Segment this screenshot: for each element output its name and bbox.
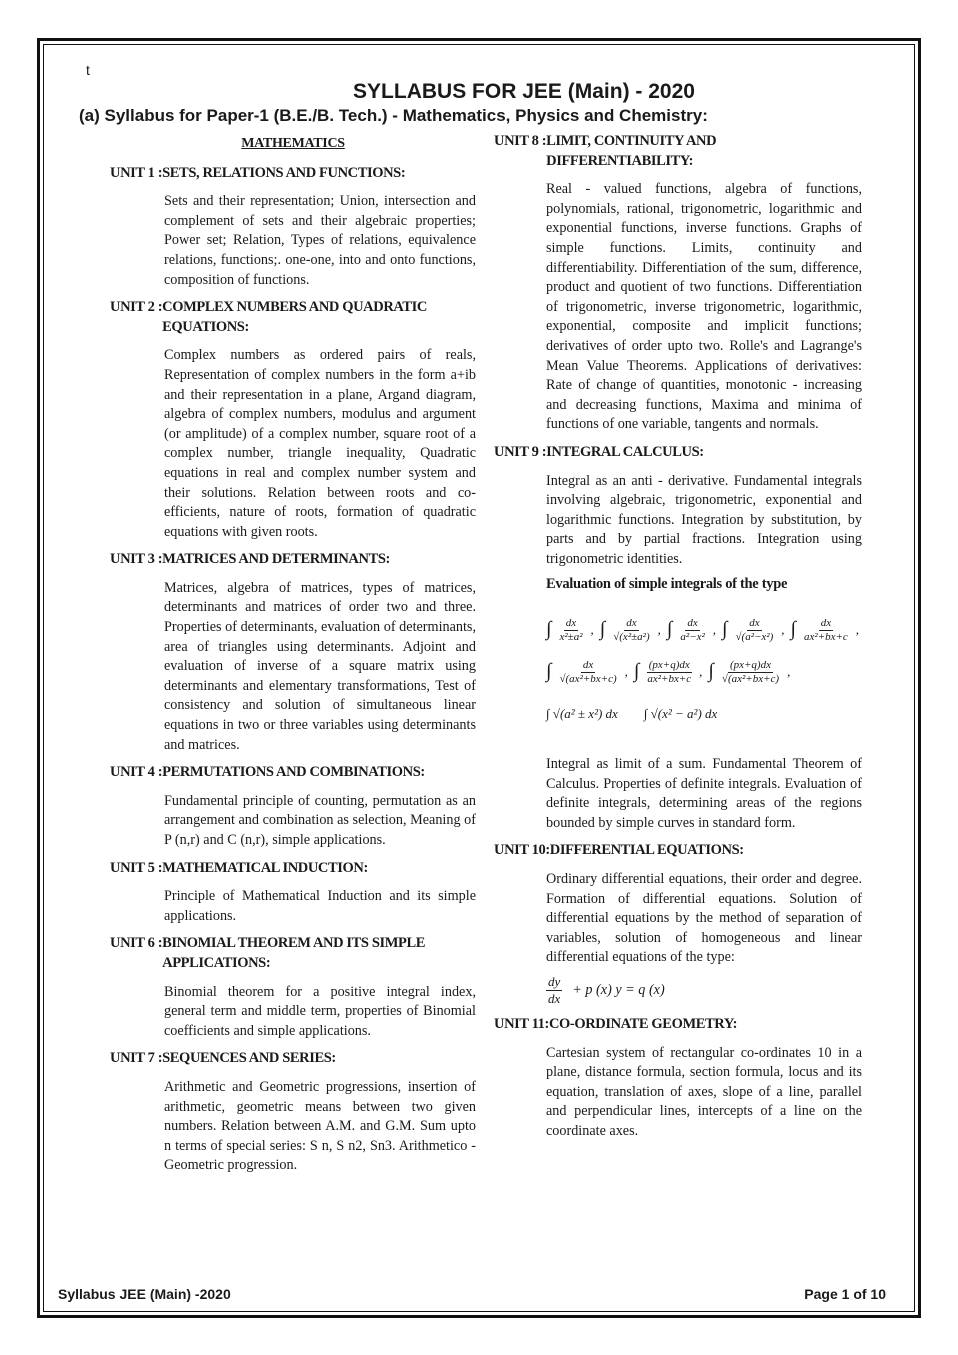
unit-body: Binomial theorem for a positive integral index, general term and middle term, properties of Binomial coefficients and simple applications. <box>164 983 476 1039</box>
fraction-denominator: x²±a² <box>559 630 583 643</box>
page-subtitle: (a) Syllabus for Paper-1 (B.E./B. Tech.) - Mathematics, Physics and Chemistry: <box>79 106 708 125</box>
unit-number: UNIT 4 : <box>110 764 163 781</box>
left-column <box>110 132 476 1184</box>
unit-number: UNIT 2 : <box>110 299 163 316</box>
integral-sign-icon: ∫ <box>599 618 606 641</box>
fraction-denominator: √(ax²+bx+c) <box>559 672 617 685</box>
separator-comma: , <box>781 622 785 638</box>
unit-4 <box>110 763 476 850</box>
separator-comma: , <box>624 664 628 680</box>
unit-title: SEQUENCES AND SERIES: <box>162 1050 336 1067</box>
eq-rest: + p (x) y = q (x) <box>572 981 665 998</box>
unit-number: UNIT 7 : <box>110 1050 163 1067</box>
integral-fraction <box>557 617 584 644</box>
unit-title: COMPLEX NUMBERS AND QUADRATIC EQUATIONS: <box>162 299 427 335</box>
fraction-numerator: dx <box>626 616 637 629</box>
fraction-denominator: ax²+bx+c <box>647 672 692 685</box>
unit-number: UNIT 6 : <box>110 935 163 952</box>
unit-6 <box>110 934 476 1041</box>
unit-body: Arithmetic and Geometric progressions, insertion of arithmetic, geometric means between two given numbers. Relation between A.M. and G.M. Sum upto n terms of special series: S n, S n2, Sn3. Arithmetico - Geometric progression. <box>164 1078 476 1174</box>
unit-9 <box>494 443 862 834</box>
fraction-denominator: √(a²−x²) <box>735 630 774 643</box>
fraction-numerator: (px+q)dx <box>648 658 690 671</box>
footer-title: Syllabus JEE (Main) -2020 <box>58 1286 231 1302</box>
unit-number: UNIT 5 : <box>110 859 163 876</box>
integral-fraction <box>734 617 776 644</box>
footer-page-number: Page 1 of 10 <box>804 1286 886 1302</box>
unit-body: Integral as an anti - derivative. Fundamental integrals involving algebraic, trigonometric, exponential and logarithmic functions. Integration by substitution, by parts and by partial fractions. Integration using trigonometric identities. <box>546 472 862 567</box>
unit-body: Cartesian system of rectangular co-ordinates 10 in a plane, distance formula, section formula, locus and its equation, translation of axes, slope of a line, parallel and perpendicular lines, intercepts of a line on the coordinate axes. <box>546 1044 862 1139</box>
formula-root-2: ∫ √(x² − a²) dx <box>643 706 718 722</box>
unit-2 <box>110 298 476 542</box>
fraction-numerator: dx <box>565 616 577 629</box>
integral-sign-icon: ∫ <box>708 660 714 683</box>
unit-body: Principle of Mathematical Induction and its simple applications. <box>164 888 476 924</box>
unit-title: SETS, RELATIONS AND FUNCTIONS: <box>162 164 406 181</box>
right-column <box>494 132 862 1150</box>
unit-number: UNIT 11: <box>494 1016 549 1032</box>
unit-body: Fundamental principle of counting, permutation as an arrangement and combination as selection, Meaning of P (n,r) and C (n,r), simple applications. <box>164 792 476 848</box>
unit-10 <box>494 841 862 1007</box>
unit-1 <box>110 164 476 291</box>
unit-5 <box>110 859 476 927</box>
fraction-numerator: (px+q)dx <box>729 658 771 671</box>
integral-fraction <box>720 659 781 686</box>
unit-7 <box>110 1049 476 1176</box>
unit-title: BINOMIAL THEOREM AND ITS SIMPLE APPLICATIONS: <box>162 935 426 971</box>
integral-sign-icon: ∫ <box>790 618 796 641</box>
fraction-numerator: dx <box>749 616 760 629</box>
separator-comma: , <box>657 622 661 638</box>
unit-title: MATHEMATICAL INDUCTION: <box>162 859 368 876</box>
unit-3 <box>110 550 476 755</box>
integral-formulas <box>546 609 862 735</box>
unit-title: INTEGRAL CALCULUS: <box>546 443 704 460</box>
integral-sign-icon: ∫ <box>546 618 552 641</box>
eq-denominator: dx <box>548 991 561 1006</box>
separator-comma: , <box>712 622 717 638</box>
fraction-numerator: dx <box>820 616 832 629</box>
unit-number: UNIT 9 : <box>494 443 547 460</box>
unit-body-continued: Integral as limit of a sum. Fundamental Theorem of Calculus. Properties of definite integrals. Evaluation of definite integrals, determining areas of the regions bounded by simple curves in standard form. <box>546 756 862 831</box>
formula-row-3 <box>546 693 862 735</box>
fraction-denominator: √(ax²+bx+c) <box>721 672 780 685</box>
left-unit-list <box>110 164 476 1176</box>
eq-numerator: dy <box>548 974 561 989</box>
unit-title: MATRICES AND DETERMINANTS: <box>162 551 390 568</box>
unit-body: Ordinary differential equations, their order and degree. Formation of differential equations. Solution of differential equations by the method of separation of variables, solution of homogeneous and linear differential equations of the type: <box>546 871 862 966</box>
page-title: SYLLABUS FOR JEE (Main) - 2020 <box>353 80 695 103</box>
integral-fraction <box>611 617 651 644</box>
unit-title: DIFFERENTIAL EQUATIONS: <box>549 842 744 859</box>
integral-sign-icon: ∫ <box>546 660 552 683</box>
page-mark: t <box>86 62 90 78</box>
unit-title: LIMIT, CONTINUITY AND DIFFERENTIABILITY: <box>546 133 717 169</box>
separator-comma: , <box>787 664 791 680</box>
formula-row-1 <box>546 609 862 651</box>
fraction-denominator: ax²+bx+c <box>804 630 848 643</box>
unit-number: UNIT 3 : <box>110 551 163 568</box>
formula-root-1: ∫ √(a² ± x²) dx <box>546 706 618 722</box>
integrals-subheading: Evaluation of simple integrals of the type <box>546 576 788 593</box>
formula-row-2 <box>546 651 862 693</box>
separator-comma: , <box>855 622 860 638</box>
unit-11 <box>494 1015 862 1142</box>
unit-number: UNIT 8 : <box>494 133 547 149</box>
separator-comma: , <box>699 664 703 680</box>
unit-title: CO-ORDINATE GEOMETRY: <box>548 1016 738 1032</box>
integral-fraction <box>678 617 706 644</box>
integral-sign-icon: ∫ <box>722 618 728 641</box>
unit-number: UNIT 1 : <box>110 164 163 181</box>
section-heading: MATHEMATICS <box>241 136 345 151</box>
unit-body: Real - valued functions, algebra of functions, polynomials, rational, trigonometric, logarithmic and exponential functions, inverse functions. Graphs of simple functions. Limits, continuity and differentiability. Differentiation of the sum, difference, product and quotient of two functions. Differentiation of trigonometric, inverse trigonometric, logarithmic, exponential, composite and implicit functions; derivatives of order upto two. Rolle's and Lagrange's Mean Value Theorems. Applications of derivatives: Rate of change of quantities, monotonic - increasing and decreasing functions, Maxima and minima of functions of one variable, tangents and normals. <box>546 181 862 433</box>
fraction-numerator: dx <box>687 616 698 629</box>
separator-comma: , <box>590 622 594 638</box>
unit-number: UNIT 10: <box>494 842 550 859</box>
integral-fraction <box>802 617 850 644</box>
integral-fraction <box>557 659 618 686</box>
integral-fraction <box>645 659 693 686</box>
unit-body: Complex numbers as ordered pairs of reals, Representation of complex numbers in the form a+ib and their representation in a plane, Argand diagram, algebra of complex numbers, modulus and argument (or amplitude) of a complex number, square root of a complex number, triangle inequality, Quadratic equations in real and complex number system and their solutions. Relation between roots and co-efficients, nature of roots, formation of quadratic equations with given roots. <box>164 347 476 540</box>
fraction-denominator: √(x²±a²) <box>613 630 650 643</box>
unit-title: PERMUTATIONS AND COMBINATIONS: <box>162 764 425 781</box>
unit-8 <box>494 132 862 435</box>
fraction-numerator: dx <box>582 658 594 671</box>
integral-sign-icon: ∫ <box>633 660 640 683</box>
differential-equation <box>546 974 862 1007</box>
unit-body: Sets and their representation; Union, intersection and complement of sets and their algebraic properties; Power set; Relation, Types of relations, equivalence relations, functions;. one-one, into and onto functions, composition of functions. <box>164 193 476 288</box>
integral-sign-icon: ∫ <box>666 618 673 641</box>
fraction-denominator: a²−x² <box>680 630 705 643</box>
unit-body: Matrices, algebra of matrices, types of matrices, determinants and matrices of order two and three. Properties of determinants, evaluation of determinants, area of triangles using determinants. Adjoint and evaluation of inverse of a square matrix using determinants and elementary transformations, Test of consistency and solution of simultaneous linear equations in two or three variables using determinants and matrices. <box>164 579 476 753</box>
